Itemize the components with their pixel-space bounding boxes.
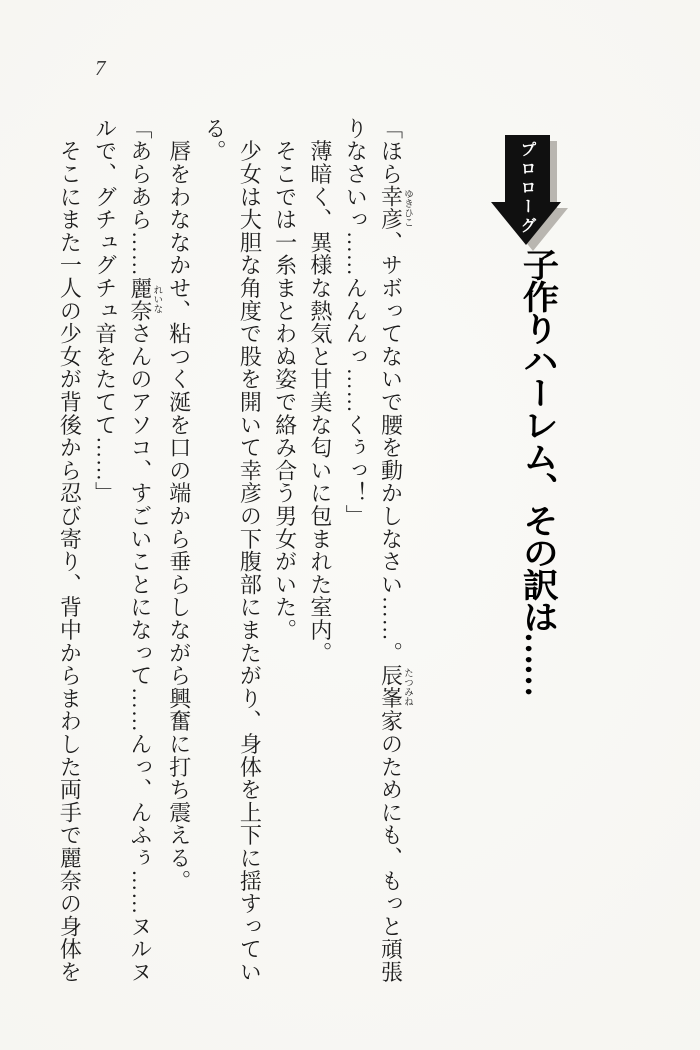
text-column: 少女は大胆な角度で股を開いて幸彦の下腹部にまたがり、身体を上下に揺すってい [237,117,263,984]
text-column: 唇をわななかせ、粘つく涎を口の端から垂らしながら興奮に打ち震える。 [166,117,192,893]
text-column: 薄暗く、異様な熱気と甘美な匂いに包まれた室内。 [307,117,333,665]
text-column: 「あらあら……麗奈れいなさんのアソコ、すごいことになって……んっ、んふぅ……ヌルヌ [127,117,162,984]
ruby-annotated-word: 麗奈れいな [127,276,162,323]
body-text [59,117,412,1022]
text-column: 「ほら幸彦ゆきひこ、サボってないで腰を動かしなさい……。辰峯たつみね家のためにも、もっと頑張 [378,117,412,984]
text-column: りなさいっ……んんんっ……くぅっ！」 [343,117,369,528]
ruby-annotated-word: 辰峯たつみね [378,664,412,710]
text-column: そこにまた一人の少女が背後から忍び寄り、背中からまわした両手で麗奈の身体を [57,117,83,984]
text-column: ルで、グチュグチュ音をたてて……」 [92,117,118,505]
chapter-title: 子作りハーレム、その訳は…… [517,248,557,696]
prologue-arrow-banner [491,135,571,257]
prologue-label: プロローグ [518,141,537,236]
text-column: そこでは一糸まとわぬ姿で絡み合う男女がいた。 [272,117,298,642]
page-number: 7 [95,56,106,80]
ruby-annotated-word: 幸彦ゆきひこ [378,185,412,232]
text-column: る。 [202,117,228,163]
